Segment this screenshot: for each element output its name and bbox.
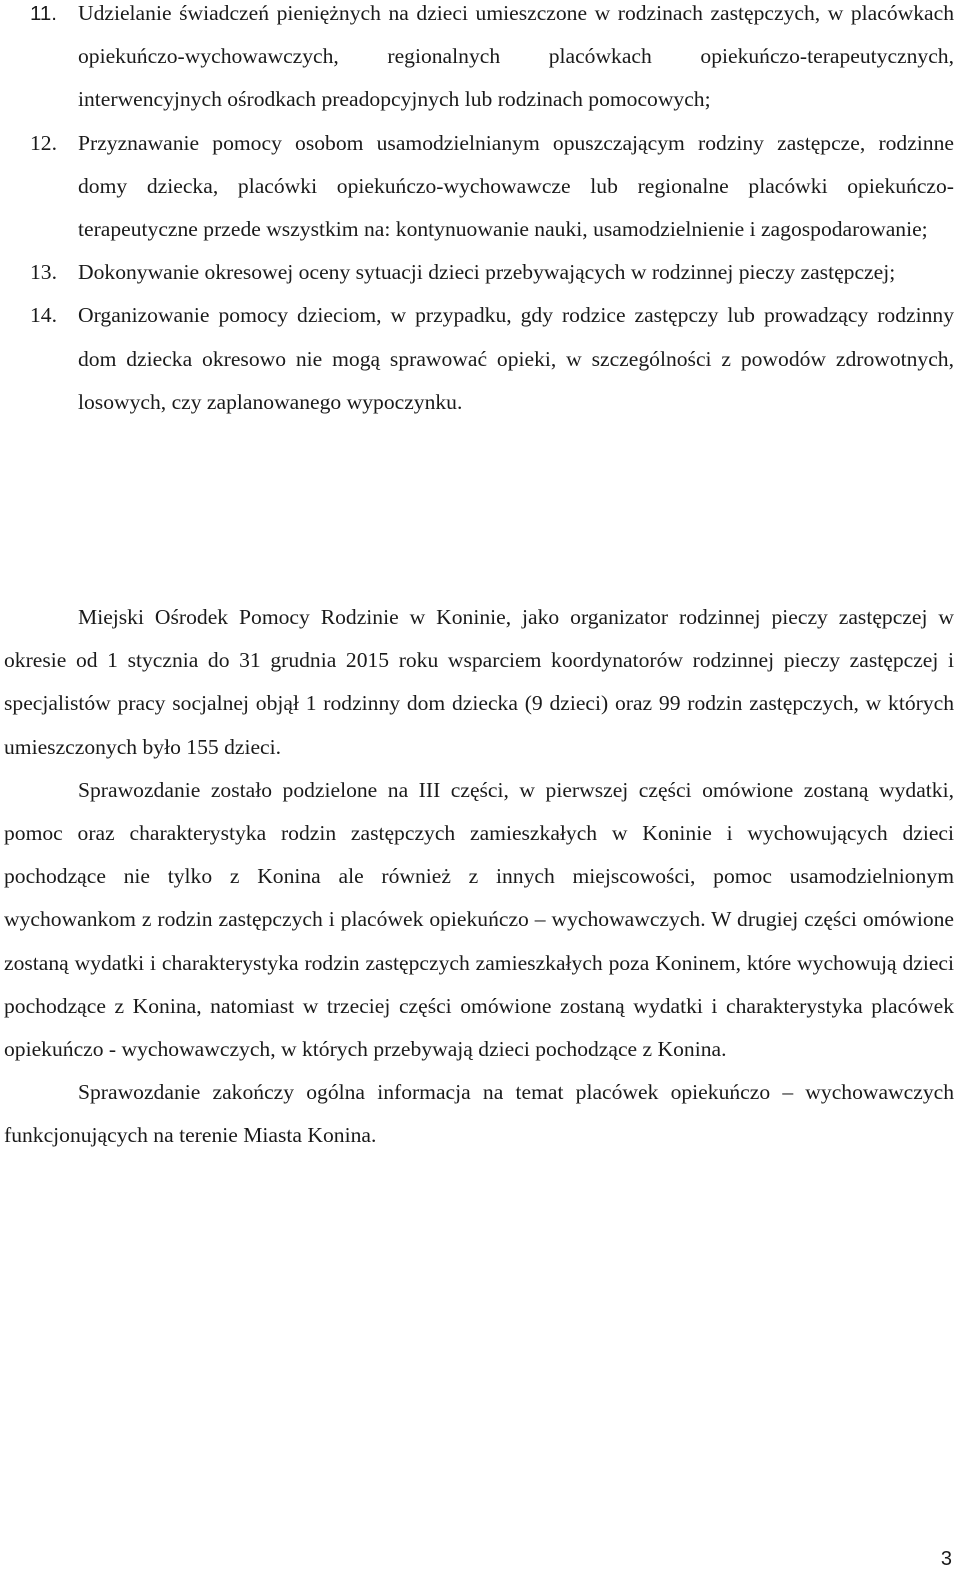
- list-item-number: 13.: [30, 260, 57, 285]
- paragraph: Miejski Ośrodek Pomocy Rodzinie w Koninie, jako organizator rodzinnej pieczy zastępczej w okresie od 1 stycznia do 31 grudnia 2015 roku wsparciem koordynatorów rodzinnej pieczy zastępczej i specjalistów pracy socjalnej objął 1 rodzinny dom dziecka (9 dzieci) oraz 99 rodzin zastępczych, w których umieszczonych było 155 dzieci.: [4, 605, 954, 759]
- list-item-number: 14.: [30, 303, 57, 328]
- list-item-number: 11.: [30, 2, 57, 25]
- paragraph: Sprawozdanie zakończy ogólna informacja na temat placówek opiekuńczo – wychowawczych funkcjonujących na terenie Miasta Konina.: [4, 1080, 954, 1148]
- list-item-text: Przyznawanie pomocy osobom usamodzielnianym opuszczającym rodziny zastępcze, rodzinne domy dziecka, placówki opiekuńczo-wychowawcze lub regionalne placówki opiekuńczo-terapeutyczne przede wszystkim na: kontynuowanie nauki, usamodzielnienie i zagospodarowanie;: [78, 130, 954, 242]
- list-item-number: 12.: [30, 130, 57, 155]
- page-number: 3: [940, 1548, 952, 1570]
- task-list: [4, 0, 954, 424]
- list-item-text: Organizowanie pomocy dzieciom, w przypadku, gdy rodzice zastępczy lub prowadzący rodzinny dom dziecka okresowo nie mogą sprawować opieki, w szczególności z powodów zdrowotnych, losowych, czy zaplanowanego wypoczynku.: [78, 303, 954, 414]
- list-item-text: Dokonywanie okresowej oceny sytuacji dzieci przebywających w rodzinnej pieczy zastępczej;: [78, 260, 896, 285]
- list-item: [4, 294, 954, 424]
- body-text: [4, 596, 954, 1158]
- list-item: [4, 251, 954, 294]
- paragraph: Sprawozdanie zostało podzielone na III części, w pierwszej części omówione zostaną wydatki, pomoc oraz charakterystyka rodzin zastępczych zamieszkałych w Koninie i wychowujących dzieci pochodzące nie tylko z Konina ale również z innych miejscowości, pomoc usamodzielnionym wychowankom z rodzin zastępczych i placówek opiekuńczo – wychowawczych. W drugiej części omówione zostaną wydatki i charakterystyka rodzin zastępczych zamieszkałych poza Koninem, które wychowują dzieci pochodzące z Konina, natomiast w trzeciej części omówione zostaną wydatki i charakterystyka placówek opiekuńczo - wychowawczych, w których przebywają dzieci pochodzące z Konina.: [4, 777, 954, 1062]
- list-item: [4, 122, 954, 252]
- list-item-text: Udzielanie świadczeń pieniężnych na dzieci umieszczone w rodzinach zastępczych, w placówkach opiekuńczo-wychowawczych, regionalnych placówkach opiekuńczo-terapeutycznych, interwencyjnych ośrodkach preadopcyjnych lub rodzinach pomocowych;: [78, 1, 954, 112]
- list-item: [4, 0, 954, 122]
